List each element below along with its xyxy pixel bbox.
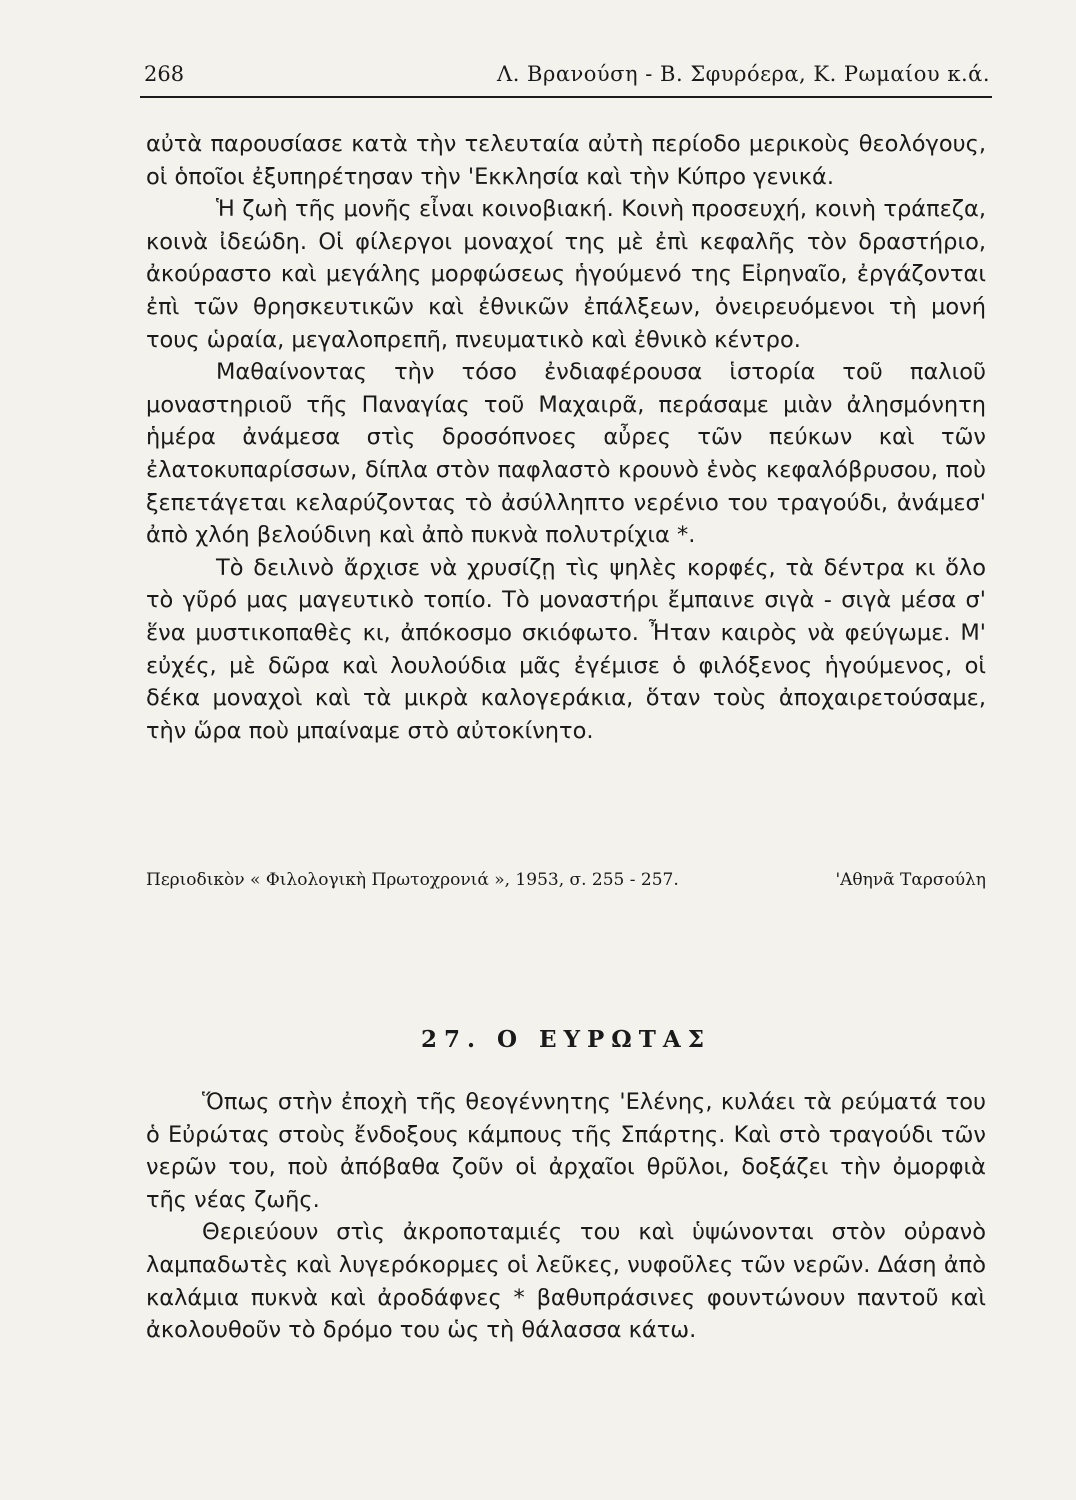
page-header [140,62,990,90]
paragraph: αὐτὰ παρουσίασε κατὰ τὴν τελευταία αὐτὴ περίοδο μερικοὺς θεολόγους, οἱ ὁποῖοι ἐξυπηρέτησαν τὴν 'Εκκλησία καὶ τὴν Κύπρο γενικά. [146,131,986,190]
main-text [146,128,986,747]
running-title: Λ. Βρανούση - Β. Σφυρόερα, Κ. Ρωμαίου κ.ά. [497,62,990,86]
header-rule [140,96,992,98]
section-title: 27. Ο ΕΥΡΩΤΑΣ [420,1026,711,1053]
paragraph: Ὅπως στὴν ἐποχὴ τῆς θεογέννητης 'Ελένης, κυλάει τὰ ρεύματά του ὁ Εὐρώτας στοὺς ἔνδοξους κάμπους τῆς Σπάρτης. Καὶ στὸ τραγούδι τῶν νερῶν του, ποὺ ἀπόβαθα ζοῦν οἱ ἀρχαῖοι θρῦλοι, δοξάζει τὴν ὀμορφιὰ τῆς νέας ζωῆς. [146,1089,986,1213]
source-author: 'Αθηνᾶ Ταρσούλη [835,870,986,890]
section-text [146,1086,986,1347]
paragraph: Θεριεύουν στὶς ἀκροποταμιές του καὶ ὑψώνονται στὸν οὐρανὸ λαμπαδωτὲς καὶ λυγερόκορμες οἱ λεῦκες, νυφοῦλες τῶν νερῶν. Δάση ἀπὸ καλάμια πυκνὰ καὶ ἀροδάφνες * βαθυπράσινες φουντώνουν παντοῦ καὶ ἀκολουθοῦν τὸ δρόμο του ὡς τὴ θάλασσα κάτω. [146,1219,986,1344]
source-reference: Περιοδικὸν « Φιλολογικὴ Πρωτοχρονιά », 1953, σ. 255 - 257. [146,870,679,890]
page-number: 268 [144,62,185,86]
paragraph: Μαθαίνοντας τὴν τόσο ἐνδιαφέρουσα ἱστορία τοῦ παλιοῦ μοναστηριοῦ τῆς Παναγίας τοῦ Μαχαιρᾶ, περάσαμε μιὰν ἀλησμόνητη ἡμέρα ἀνάμεσα στὶς δροσόπνοες αὖρες τῶν πεύκων καὶ τῶν ἐλατοκυπαρίσσων, δίπλα στὸν παφλαστὸ κρουνὸ ἑνὸς κεφαλόβρυσου, ποὺ ξεπετάγεται κελαρύζοντας τὸ ἀσύλληπτο νερένιο του τραγούδι, ἀνάμεσ' ἀπὸ χλόη βελούδινη καὶ ἀπὸ πυκνὰ πολυτρίχια *. [146,359,986,549]
paragraph: Τὸ δειλινὸ ἄρχισε νὰ χρυσίζῃ τὶς ψηλὲς κορφές, τὰ δέντρα κι ὅλο τὸ γῦρό μας μαγευτικὸ τοπίο. Τὸ μοναστήρι ἔμπαινε σιγὰ - σιγὰ μέσα σ' ἕνα μυστικοπαθὲς κι, ἀπόκοσμο σκιόφωτο. Ἦταν καιρὸς νὰ φεύγωμε. Μ' εὐχές, μὲ δῶρα καὶ λουλούδια μᾶς ἐγέμισε ὁ φιλόξενος ἡγούμενος, οἱ δέκα μοναχοὶ καὶ τὰ μικρὰ καλογεράκια, ὅταν τοὺς ἀποχαιρετούσαμε, τὴν ὥρα ποὺ μπαίναμε στὸ αὐτοκίνητο. [146,554,986,744]
source-citation [146,870,986,898]
paragraph: Ἡ ζωὴ τῆς μονῆς εἶναι κοινοβιακή. Κοινὴ προσευχή, κοινὴ τράπεζα, κοινὰ ἰδεώδη. Οἱ φίλεργοι μοναχοί της μὲ ἐπὶ κεφαλῆς τὸν δραστήριο, ἀκούραστο καὶ μεγάλης μορφώσεως ἡγούμενό της Εἰρηναῖο, ἐργάζονται ἐπὶ τῶν θρησκευτικῶν καὶ ἐθνικῶν ἐπάλξεων, ὀνειρευόμενοι τὴ μονή τους ὡραία, μεγαλοπρεπῆ, πνευματικὸ καὶ ἐθνικὸ κέντρο. [146,196,986,353]
